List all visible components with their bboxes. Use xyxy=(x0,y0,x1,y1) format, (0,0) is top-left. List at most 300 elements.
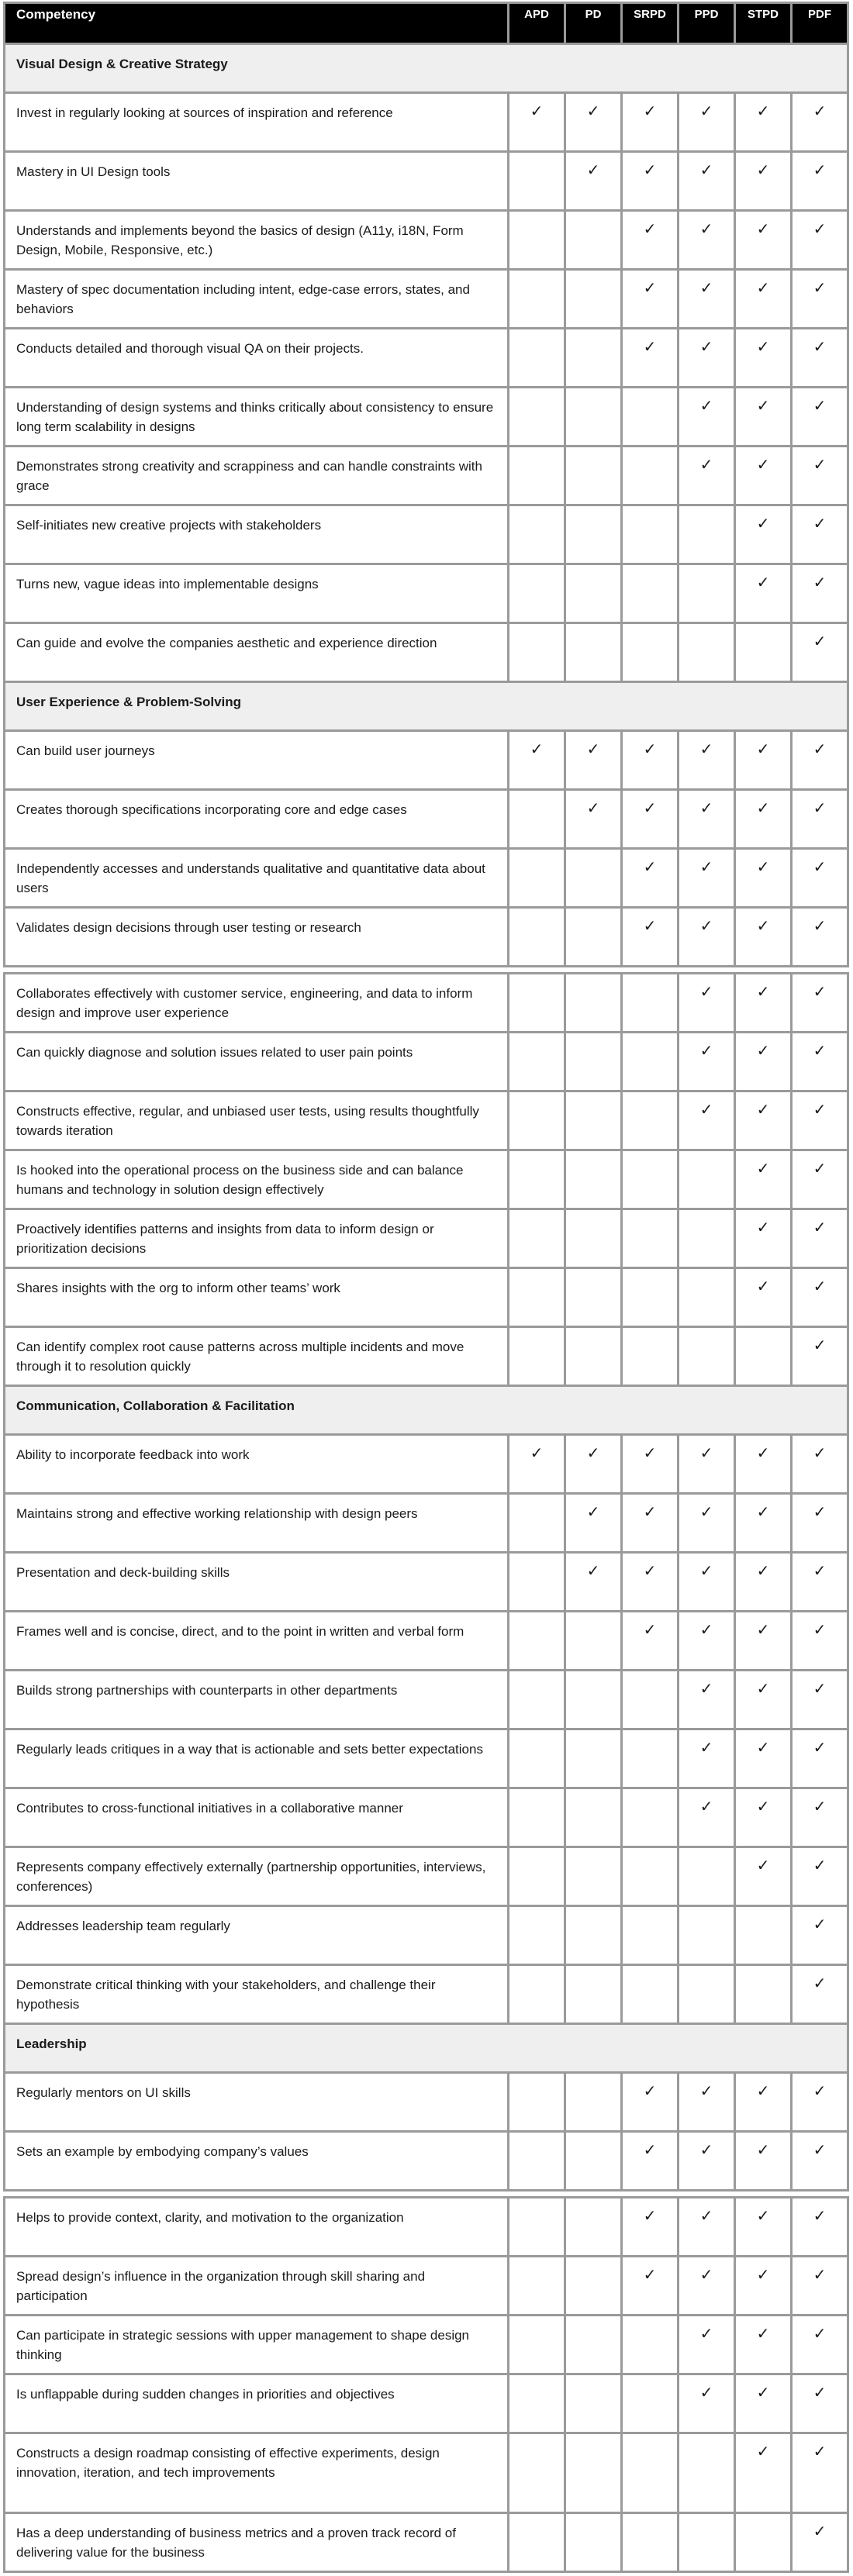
level-cell-ppd xyxy=(679,152,735,211)
level-cell-stpd xyxy=(735,505,792,564)
checkmark-icon: ✓ xyxy=(813,102,827,120)
checkmark-icon: ✓ xyxy=(813,2324,827,2343)
level-cell-pdf xyxy=(792,1612,848,1671)
checkmark-icon: ✓ xyxy=(813,160,827,179)
level-cell-ppd xyxy=(679,790,735,849)
table-row xyxy=(5,1435,848,1494)
checkmark-icon: ✓ xyxy=(813,2522,827,2540)
checkmark-icon: ✓ xyxy=(699,1502,713,1521)
level-cell-srpd xyxy=(622,1965,679,2024)
level-cell-apd xyxy=(509,1965,565,2024)
level-cell-apd xyxy=(509,1788,565,1847)
section-header-user-experience-problem-solving xyxy=(5,682,848,731)
table-row xyxy=(5,1729,848,1788)
table-row xyxy=(5,1553,848,1612)
table-row xyxy=(5,623,848,682)
competency-description: Helps to provide context, clarity, and motivation to the organization xyxy=(5,2198,509,2257)
level-cell-apd xyxy=(509,2374,565,2433)
level-cell-ppd xyxy=(679,1847,735,1906)
level-cell-pd xyxy=(565,623,622,682)
level-cell-stpd xyxy=(735,1965,792,2024)
checkmark-icon: ✓ xyxy=(699,2383,713,2402)
level-cell-pd xyxy=(565,1091,622,1150)
checkmark-icon: ✓ xyxy=(756,219,770,238)
level-cell-pd xyxy=(565,2073,622,2132)
table-row xyxy=(5,2433,848,2513)
level-cell-pdf xyxy=(792,623,848,682)
level-cell-srpd xyxy=(622,1612,679,1671)
level-cell-ppd xyxy=(679,447,735,505)
level-cell-pdf xyxy=(792,211,848,270)
level-cell-stpd xyxy=(735,564,792,623)
competency-description: Proactively identifies patterns and insights from data to inform design or prioritization decisions xyxy=(5,1209,509,1268)
level-cell-ppd xyxy=(679,270,735,329)
competency-description: Has a deep understanding of business metrics and a proven track record of delivering value for the business xyxy=(5,2513,509,2572)
level-cell-ppd xyxy=(679,974,735,1033)
table-header-row xyxy=(5,3,848,44)
level-cell-srpd xyxy=(622,329,679,388)
level-cell-srpd xyxy=(622,564,679,623)
competency-description: Contributes to cross-functional initiatives in a collaborative manner xyxy=(5,1788,509,1847)
competency-description: Regularly mentors on UI skills xyxy=(5,2073,509,2132)
table-row xyxy=(5,447,848,505)
checkmark-icon: ✓ xyxy=(813,632,827,650)
level-cell-srpd xyxy=(622,93,679,152)
checkmark-icon: ✓ xyxy=(699,1100,713,1119)
level-cell-pdf xyxy=(792,2513,848,2572)
level-cell-ppd xyxy=(679,1612,735,1671)
checkmark-icon: ✓ xyxy=(643,740,657,758)
checkmark-icon: ✓ xyxy=(756,1797,770,1816)
competency-description: Builds strong partnerships with counterparts in other departments xyxy=(5,1671,509,1729)
level-cell-stpd xyxy=(735,974,792,1033)
checkmark-icon: ✓ xyxy=(643,2265,657,2284)
competency-description: Independently accesses and understands qualitative and quantitative data about users xyxy=(5,849,509,908)
checkmark-icon: ✓ xyxy=(643,916,657,935)
level-cell-ppd xyxy=(679,2316,735,2374)
level-cell-srpd xyxy=(622,1906,679,1965)
table-row xyxy=(5,1847,848,1906)
level-cell-pd xyxy=(565,1788,622,1847)
level-cell-stpd xyxy=(735,270,792,329)
level-cell-apd xyxy=(509,388,565,447)
checkmark-icon: ✓ xyxy=(813,455,827,474)
competency-description: Is unflappable during sudden changes in priorities and objectives xyxy=(5,2374,509,2433)
level-cell-stpd xyxy=(735,1150,792,1209)
level-cell-apd xyxy=(509,1033,565,1091)
level-cell-apd xyxy=(509,93,565,152)
checkmark-icon: ✓ xyxy=(813,1856,827,1874)
table-row xyxy=(5,2198,848,2257)
level-cell-apd xyxy=(509,2513,565,2572)
level-cell-stpd xyxy=(735,1327,792,1386)
level-cell-stpd xyxy=(735,152,792,211)
checkmark-icon: ✓ xyxy=(586,1561,600,1580)
level-cell-srpd xyxy=(622,974,679,1033)
level-cell-srpd xyxy=(622,1209,679,1268)
level-cell-pdf xyxy=(792,1671,848,1729)
checkmark-icon: ✓ xyxy=(813,798,827,817)
level-cell-ppd xyxy=(679,1209,735,1268)
checkmark-icon: ✓ xyxy=(756,2140,770,2159)
checkmark-icon: ✓ xyxy=(756,337,770,356)
level-cell-ppd xyxy=(679,1435,735,1494)
competency-description: Spread design’s influence in the organization through skill sharing and participation xyxy=(5,2257,509,2316)
level-cell-pdf xyxy=(792,505,848,564)
level-cell-apd xyxy=(509,1494,565,1553)
level-cell-apd xyxy=(509,2433,565,2513)
checkmark-icon: ✓ xyxy=(586,102,600,120)
level-cell-stpd xyxy=(735,2132,792,2191)
level-cell-srpd xyxy=(622,211,679,270)
level-cell-stpd xyxy=(735,790,792,849)
checkmark-icon: ✓ xyxy=(699,1679,713,1698)
table-row xyxy=(5,2257,848,2316)
checkmark-icon: ✓ xyxy=(643,219,657,238)
checkmark-icon: ✓ xyxy=(813,2265,827,2284)
checkmark-icon: ✓ xyxy=(643,278,657,297)
level-cell-pdf xyxy=(792,1150,848,1209)
level-cell-apd xyxy=(509,2198,565,2257)
checkmark-icon: ✓ xyxy=(699,916,713,935)
column-header-ppd: PPD xyxy=(679,3,735,44)
table-row xyxy=(5,1906,848,1965)
table-row xyxy=(5,505,848,564)
level-cell-stpd xyxy=(735,1091,792,1150)
level-cell-pdf xyxy=(792,1788,848,1847)
competency-description: Can identify complex root cause patterns across multiple incidents and move through it to resolution quickly xyxy=(5,1327,509,1386)
level-cell-pdf xyxy=(792,329,848,388)
checkmark-icon: ✓ xyxy=(756,1561,770,1580)
level-cell-pd xyxy=(565,1729,622,1788)
column-header-srpd: SRPD xyxy=(622,3,679,44)
table-row xyxy=(5,1268,848,1327)
checkmark-icon: ✓ xyxy=(699,102,713,120)
checkmark-icon: ✓ xyxy=(813,573,827,591)
level-cell-srpd xyxy=(622,152,679,211)
checkmark-icon: ✓ xyxy=(813,278,827,297)
level-cell-ppd xyxy=(679,211,735,270)
level-cell-srpd xyxy=(622,1150,679,1209)
checkmark-icon: ✓ xyxy=(756,1041,770,1060)
level-cell-pdf xyxy=(792,2433,848,2513)
competency-description: Constructs a design roadmap consisting of effective experiments, design innovation, iteration, and tech improvements xyxy=(5,2433,509,2513)
checkmark-icon: ✓ xyxy=(586,1443,600,1462)
level-cell-pd xyxy=(565,974,622,1033)
level-cell-ppd xyxy=(679,1671,735,1729)
level-cell-stpd xyxy=(735,1671,792,1729)
level-cell-srpd xyxy=(622,2316,679,2374)
level-cell-pdf xyxy=(792,1268,848,1327)
table-row xyxy=(5,1965,848,2024)
level-cell-pd xyxy=(565,2132,622,2191)
level-cell-stpd xyxy=(735,1033,792,1091)
level-cell-pd xyxy=(565,1268,622,1327)
level-cell-stpd xyxy=(735,908,792,967)
competency-description: Self-initiates new creative projects with stakeholders xyxy=(5,505,509,564)
column-header-pdf: PDF xyxy=(792,3,848,44)
competency-description: Is hooked into the operational process on the business side and can balance humans and technology in solution design effectively xyxy=(5,1150,509,1209)
checkmark-icon: ✓ xyxy=(586,740,600,758)
checkmark-icon: ✓ xyxy=(813,1218,827,1236)
checkmark-icon: ✓ xyxy=(756,1502,770,1521)
level-cell-ppd xyxy=(679,505,735,564)
level-cell-srpd xyxy=(622,2132,679,2191)
checkmark-icon: ✓ xyxy=(699,857,713,876)
level-cell-srpd xyxy=(622,1847,679,1906)
level-cell-srpd xyxy=(622,2198,679,2257)
level-cell-srpd xyxy=(622,447,679,505)
competency-description: Mastery in UI Design tools xyxy=(5,152,509,211)
level-cell-stpd xyxy=(735,1906,792,1965)
checkmark-icon: ✓ xyxy=(756,1679,770,1698)
level-cell-stpd xyxy=(735,1209,792,1268)
checkmark-icon: ✓ xyxy=(756,1100,770,1119)
checkmark-icon: ✓ xyxy=(699,740,713,758)
table-row xyxy=(5,2513,848,2572)
level-cell-pd xyxy=(565,1435,622,1494)
checkmark-icon: ✓ xyxy=(699,219,713,238)
table-row xyxy=(5,908,848,967)
level-cell-apd xyxy=(509,1268,565,1327)
level-cell-apd xyxy=(509,211,565,270)
level-cell-ppd xyxy=(679,623,735,682)
level-cell-pdf xyxy=(792,152,848,211)
level-cell-pd xyxy=(565,790,622,849)
level-cell-apd xyxy=(509,731,565,790)
level-cell-ppd xyxy=(679,1965,735,2024)
level-cell-srpd xyxy=(622,2073,679,2132)
checkmark-icon: ✓ xyxy=(756,1738,770,1757)
table-row xyxy=(5,2374,848,2433)
checkmark-icon: ✓ xyxy=(756,1620,770,1639)
level-cell-stpd xyxy=(735,1494,792,1553)
level-cell-pd xyxy=(565,1150,622,1209)
table-row xyxy=(5,2316,848,2374)
level-cell-pdf xyxy=(792,1906,848,1965)
level-cell-pdf xyxy=(792,2132,848,2191)
level-cell-pdf xyxy=(792,1965,848,2024)
checkmark-icon: ✓ xyxy=(813,1041,827,1060)
table-row xyxy=(5,270,848,329)
checkmark-icon: ✓ xyxy=(756,1218,770,1236)
table-row xyxy=(5,329,848,388)
level-cell-srpd xyxy=(622,505,679,564)
level-cell-pdf xyxy=(792,2198,848,2257)
checkmark-icon: ✓ xyxy=(813,396,827,415)
level-cell-srpd xyxy=(622,1268,679,1327)
competency-description: Addresses leadership team regularly xyxy=(5,1906,509,1965)
level-cell-srpd xyxy=(622,1788,679,1847)
level-cell-pdf xyxy=(792,1209,848,1268)
competency-description: Ability to incorporate feedback into work xyxy=(5,1435,509,1494)
table-row xyxy=(5,211,848,270)
level-cell-pdf xyxy=(792,270,848,329)
checkmark-icon: ✓ xyxy=(699,337,713,356)
level-cell-ppd xyxy=(679,2433,735,2513)
checkmark-icon: ✓ xyxy=(643,1561,657,1580)
level-cell-pd xyxy=(565,564,622,623)
level-cell-pdf xyxy=(792,93,848,152)
checkmark-icon: ✓ xyxy=(530,102,544,120)
table-row xyxy=(5,93,848,152)
table-row xyxy=(5,1788,848,1847)
level-cell-apd xyxy=(509,849,565,908)
level-cell-srpd xyxy=(622,2257,679,2316)
level-cell-srpd xyxy=(622,790,679,849)
checkmark-icon: ✓ xyxy=(699,1797,713,1816)
checkmark-icon: ✓ xyxy=(756,982,770,1001)
level-cell-apd xyxy=(509,1671,565,1729)
level-cell-pdf xyxy=(792,2257,848,2316)
level-cell-ppd xyxy=(679,2073,735,2132)
checkmark-icon: ✓ xyxy=(699,1041,713,1060)
checkmark-icon: ✓ xyxy=(813,2442,827,2460)
level-cell-apd xyxy=(509,908,565,967)
level-cell-apd xyxy=(509,1327,565,1386)
level-cell-srpd xyxy=(622,908,679,967)
section-title: Communication, Collaboration & Facilitation xyxy=(5,1386,848,1435)
level-cell-srpd xyxy=(622,1435,679,1494)
checkmark-icon: ✓ xyxy=(813,1797,827,1816)
level-cell-ppd xyxy=(679,1091,735,1150)
table-row xyxy=(5,1612,848,1671)
level-cell-apd xyxy=(509,329,565,388)
level-cell-apd xyxy=(509,1150,565,1209)
checkmark-icon: ✓ xyxy=(813,1915,827,1933)
level-cell-pd xyxy=(565,1553,622,1612)
checkmark-icon: ✓ xyxy=(699,455,713,474)
competency-description: Frames well and is concise, direct, and to the point in written and verbal form xyxy=(5,1612,509,1671)
level-cell-stpd xyxy=(735,93,792,152)
table-row xyxy=(5,564,848,623)
checkmark-icon: ✓ xyxy=(699,2265,713,2284)
level-cell-apd xyxy=(509,790,565,849)
checkmark-icon: ✓ xyxy=(813,1502,827,1521)
level-cell-apd xyxy=(509,270,565,329)
checkmark-icon: ✓ xyxy=(813,1443,827,1462)
section-title: Visual Design & Creative Strategy xyxy=(5,44,848,93)
level-cell-pdf xyxy=(792,2073,848,2132)
checkmark-icon: ✓ xyxy=(699,2140,713,2159)
competency-table-part-2 xyxy=(3,972,849,2191)
level-cell-srpd xyxy=(622,270,679,329)
level-cell-pdf xyxy=(792,849,848,908)
level-cell-pdf xyxy=(792,447,848,505)
level-cell-srpd xyxy=(622,2433,679,2513)
column-header-competency: Competency xyxy=(5,3,509,44)
checkmark-icon: ✓ xyxy=(756,798,770,817)
checkmark-icon: ✓ xyxy=(813,740,827,758)
level-cell-srpd xyxy=(622,849,679,908)
level-cell-stpd xyxy=(735,447,792,505)
level-cell-pd xyxy=(565,2513,622,2572)
table-row xyxy=(5,790,848,849)
competency-description: Creates thorough specifications incorporating core and edge cases xyxy=(5,790,509,849)
competency-description: Can participate in strategic sessions with upper management to shape design thinking xyxy=(5,2316,509,2374)
checkmark-icon: ✓ xyxy=(756,857,770,876)
level-cell-apd xyxy=(509,2073,565,2132)
level-cell-pd xyxy=(565,849,622,908)
checkmark-icon: ✓ xyxy=(756,2324,770,2343)
checkmark-icon: ✓ xyxy=(643,857,657,876)
checkmark-icon: ✓ xyxy=(643,1443,657,1462)
competency-description: Can quickly diagnose and solution issues related to user pain points xyxy=(5,1033,509,1091)
level-cell-pdf xyxy=(792,1435,848,1494)
level-cell-srpd xyxy=(622,623,679,682)
level-cell-pdf xyxy=(792,731,848,790)
level-cell-ppd xyxy=(679,2513,735,2572)
checkmark-icon: ✓ xyxy=(756,160,770,179)
checkmark-icon: ✓ xyxy=(643,1502,657,1521)
checkmark-icon: ✓ xyxy=(756,102,770,120)
table-row xyxy=(5,2132,848,2191)
competency-description: Demonstrate critical thinking with your stakeholders, and challenge their hypothesis xyxy=(5,1965,509,2024)
level-cell-ppd xyxy=(679,908,735,967)
competency-description: Mastery of spec documentation including intent, edge-case errors, states, and behaviors xyxy=(5,270,509,329)
table-row xyxy=(5,152,848,211)
level-cell-ppd xyxy=(679,1150,735,1209)
checkmark-icon: ✓ xyxy=(756,2206,770,2225)
level-cell-pdf xyxy=(792,388,848,447)
competency-description: Validates design decisions through user testing or research xyxy=(5,908,509,967)
level-cell-apd xyxy=(509,2257,565,2316)
checkmark-icon: ✓ xyxy=(643,102,657,120)
level-cell-ppd xyxy=(679,2132,735,2191)
checkmark-icon: ✓ xyxy=(813,1679,827,1698)
level-cell-stpd xyxy=(735,2073,792,2132)
level-cell-srpd xyxy=(622,1494,679,1553)
competency-description: Understanding of design systems and thinks critically about consistency to ensure long term scalability in designs xyxy=(5,388,509,447)
level-cell-ppd xyxy=(679,1553,735,1612)
competency-description: Turns new, vague ideas into implementable designs xyxy=(5,564,509,623)
level-cell-apd xyxy=(509,1612,565,1671)
level-cell-pd xyxy=(565,908,622,967)
checkmark-icon: ✓ xyxy=(643,1620,657,1639)
level-cell-pd xyxy=(565,2257,622,2316)
level-cell-srpd xyxy=(622,388,679,447)
level-cell-stpd xyxy=(735,2433,792,2513)
level-cell-apd xyxy=(509,2132,565,2191)
level-cell-stpd xyxy=(735,849,792,908)
checkmark-icon: ✓ xyxy=(643,2081,657,2100)
level-cell-pd xyxy=(565,505,622,564)
section-header-communication-collaboration-facilitation xyxy=(5,1386,848,1435)
level-cell-srpd xyxy=(622,731,679,790)
level-cell-pd xyxy=(565,731,622,790)
column-header-stpd: STPD xyxy=(735,3,792,44)
checkmark-icon: ✓ xyxy=(756,2442,770,2460)
level-cell-pdf xyxy=(792,908,848,967)
level-cell-pd xyxy=(565,1612,622,1671)
checkmark-icon: ✓ xyxy=(530,1443,544,1462)
checkmark-icon: ✓ xyxy=(586,160,600,179)
level-cell-pdf xyxy=(792,1033,848,1091)
level-cell-apd xyxy=(509,505,565,564)
checkmark-icon: ✓ xyxy=(643,2206,657,2225)
level-cell-pdf xyxy=(792,790,848,849)
level-cell-apd xyxy=(509,2316,565,2374)
level-cell-pdf xyxy=(792,1327,848,1386)
checkmark-icon: ✓ xyxy=(813,1738,827,1757)
level-cell-pdf xyxy=(792,974,848,1033)
level-cell-apd xyxy=(509,1553,565,1612)
level-cell-ppd xyxy=(679,1327,735,1386)
table-row xyxy=(5,1494,848,1553)
checkmark-icon: ✓ xyxy=(756,396,770,415)
level-cell-stpd xyxy=(735,731,792,790)
level-cell-pd xyxy=(565,447,622,505)
